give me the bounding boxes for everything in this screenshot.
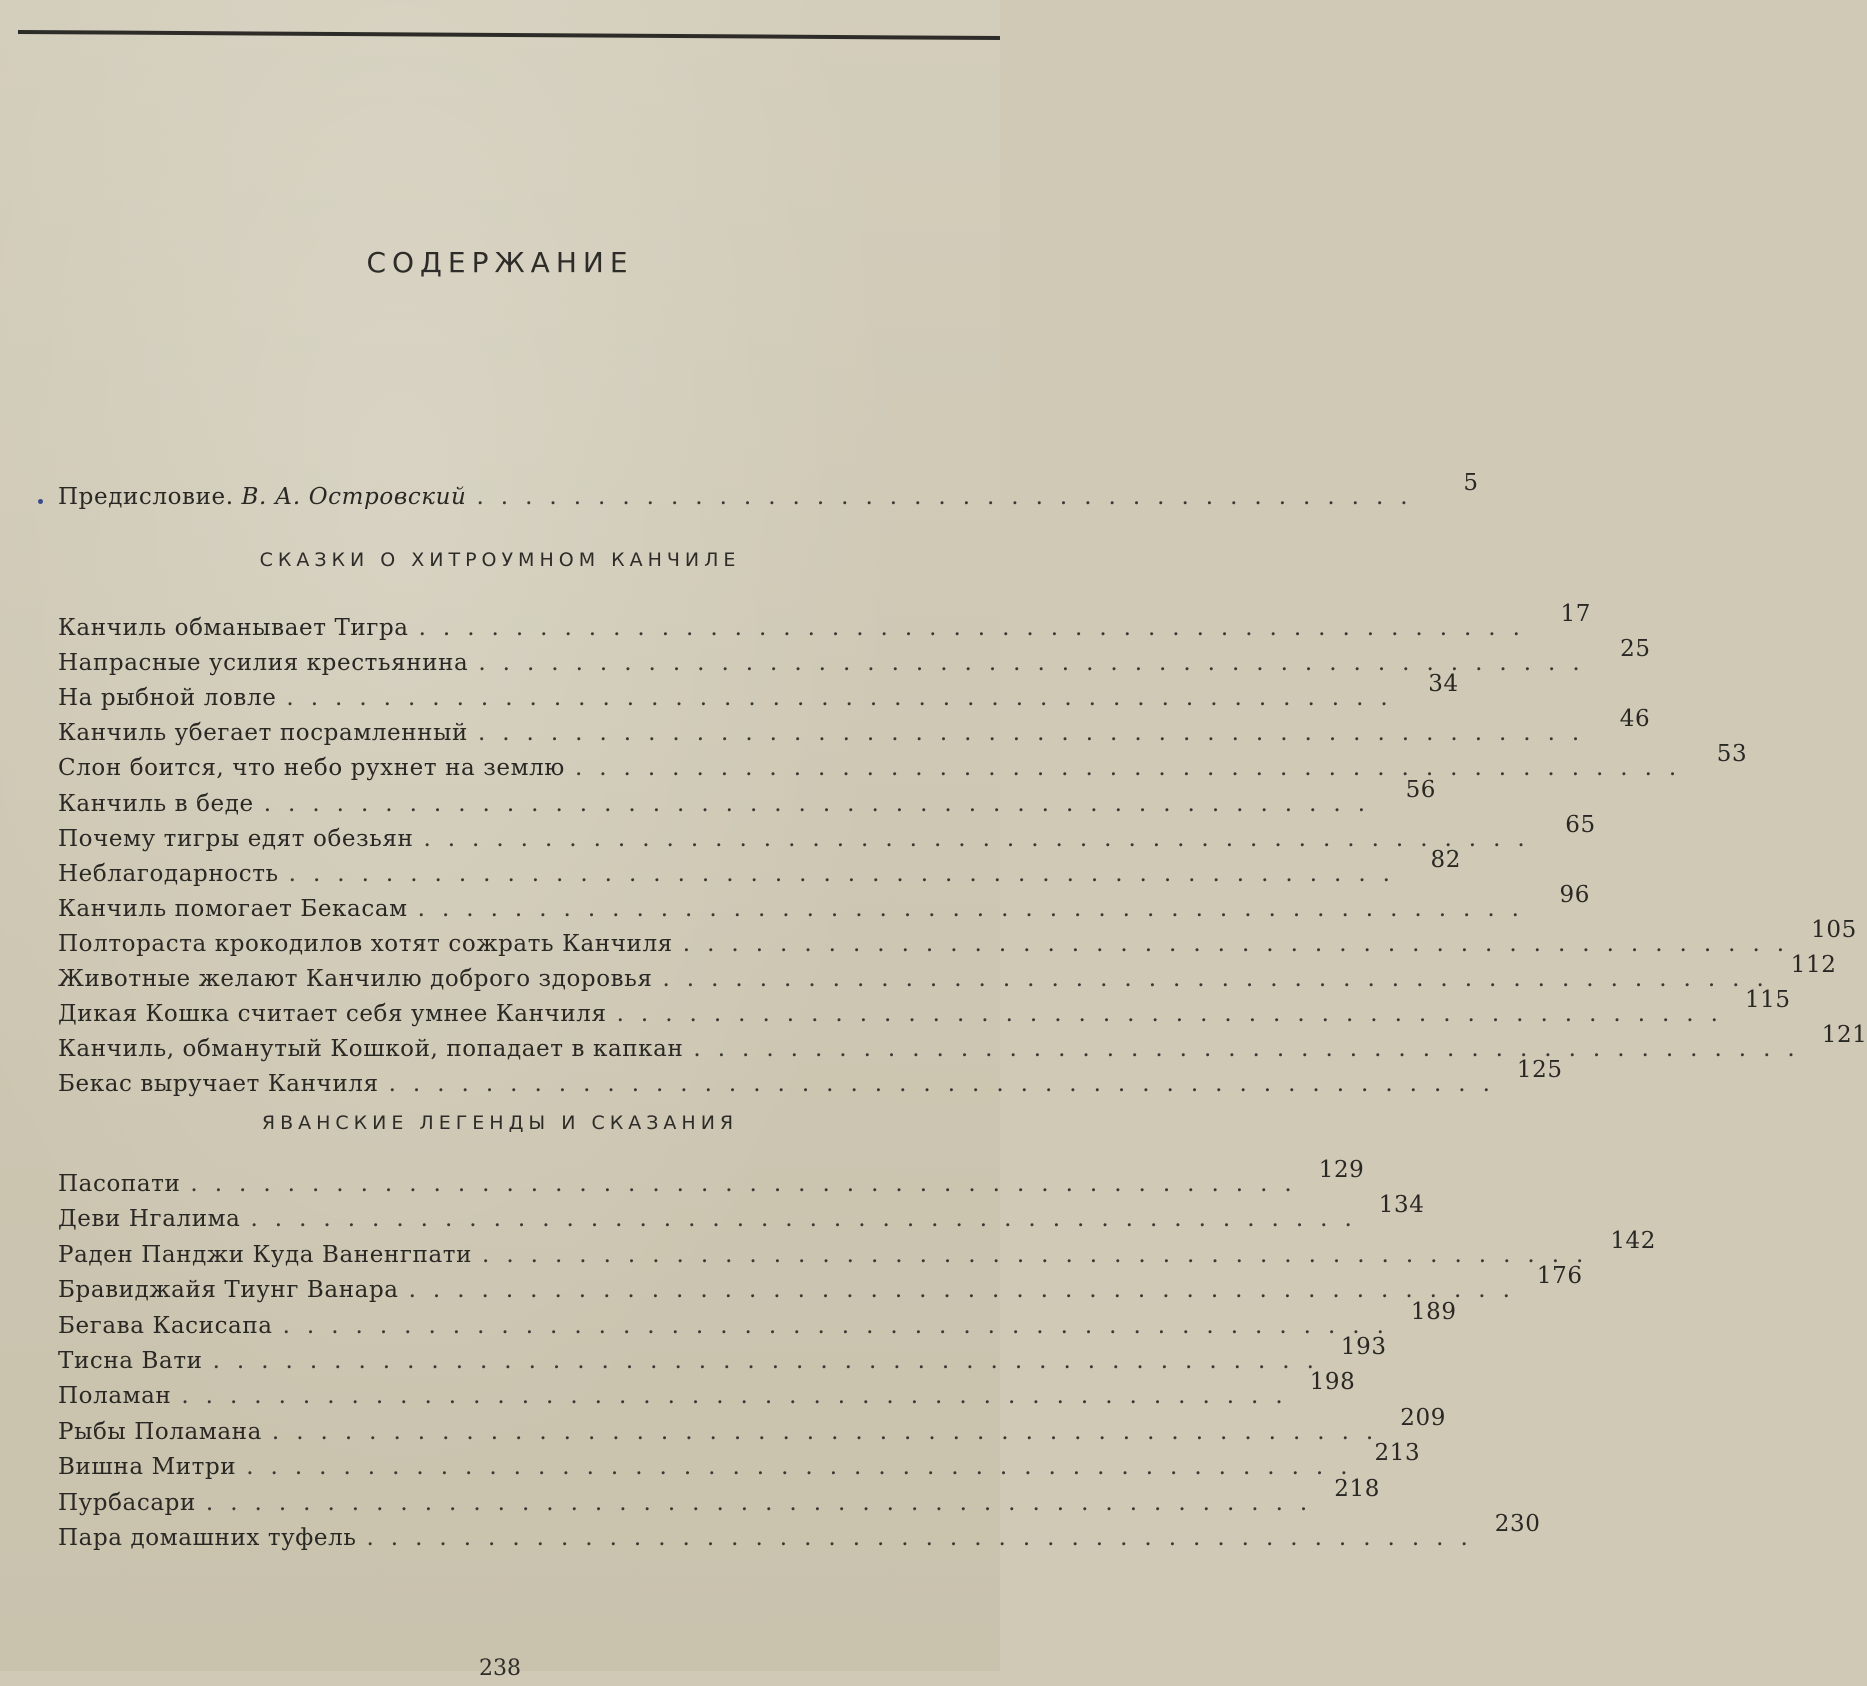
leader-dots: .............................................. xyxy=(693,1036,1812,1063)
toc-entry-title: Канчиль помогает Бекасам xyxy=(58,895,408,922)
leader-dots: .............................................. xyxy=(478,650,1597,677)
toc-entry-page: 121 xyxy=(1821,1022,1867,1049)
toc-entry-page: 129 xyxy=(1318,1157,1365,1183)
leader-dots: .............................................. xyxy=(288,860,1407,887)
toc-entry xyxy=(58,1511,1541,1553)
toc-entry-title: Слон боится, что небо рухнет на землю xyxy=(58,755,565,782)
ink-mark xyxy=(38,499,43,504)
leader-dots: .............................................. xyxy=(286,685,1405,712)
toc-entry-title: Дикая Кошка считает себя умнее Канчиля xyxy=(58,1001,607,1028)
toc-entry-title: Тисна Вати xyxy=(58,1348,203,1374)
leader-dots: .............................................. xyxy=(205,1489,1325,1516)
toc-entry-page: 115 xyxy=(1744,987,1791,1014)
toc-entry xyxy=(58,1022,1867,1064)
toc-entry-title: Поламан xyxy=(58,1383,172,1410)
toc-entry xyxy=(58,601,1591,643)
toc-entry xyxy=(58,1334,1387,1376)
toc-entry-page: 125 xyxy=(1516,1057,1563,1084)
toc-entry-title: Раден Панджи Куда Ваненгпати xyxy=(58,1241,473,1268)
toc-entry-title: Бегава Касисапа xyxy=(58,1312,273,1339)
preface-author: В. А. Островский xyxy=(241,484,467,510)
leader-dots: .............................................. xyxy=(417,895,1536,922)
toc-entry xyxy=(58,987,1791,1029)
toc-entry-page: 142 xyxy=(1610,1227,1657,1254)
toc-entry-title: Пурбасари xyxy=(58,1489,196,1516)
leader-dots: .............................................. xyxy=(212,1348,1331,1374)
toc-entry-title: Вишна Митри xyxy=(58,1454,237,1481)
toc-entry-title: Канчиль, обманутый Кошкой, попадает в капкан xyxy=(58,1036,684,1063)
toc-entry xyxy=(58,671,1459,713)
toc-entry xyxy=(58,811,1596,854)
toc-entry-title: Почему тигры едят обезьян xyxy=(58,825,414,852)
top-rule xyxy=(18,30,1000,40)
leader-dots: .............................................. xyxy=(388,1071,1507,1098)
toc-entry-page: 218 xyxy=(1334,1475,1380,1502)
toc-entry-page: 134 xyxy=(1378,1192,1425,1219)
preface-label: Предисловие. xyxy=(58,484,234,510)
toc-entry xyxy=(58,916,1857,959)
toc-entry-page: 25 xyxy=(1620,636,1651,663)
toc-entry-page: 96 xyxy=(1559,881,1590,908)
toc-entry-title: Пара домашних туфель xyxy=(58,1525,357,1551)
toc-entry xyxy=(58,1057,1563,1099)
toc-entry-page: 34 xyxy=(1428,671,1459,698)
leader-dots: .............................................. xyxy=(366,1525,1485,1551)
leader-dots: .............................................. xyxy=(271,1418,1391,1445)
toc-entry xyxy=(58,846,1461,889)
leader-dots: .............................................. xyxy=(574,755,1694,782)
toc-entry-title: Рыбы Поламана xyxy=(58,1418,262,1445)
toc-entry-title: Пасопати xyxy=(58,1171,181,1197)
toc-entry-title: Напрасные усилия крестьянина xyxy=(58,650,469,677)
toc-entry-page: 176 xyxy=(1536,1263,1583,1290)
leader-dots: .............................................. xyxy=(263,790,1383,817)
toc-entry xyxy=(58,1475,1380,1518)
toc-entry-title: Канчиль обманывает Тигра xyxy=(58,615,409,641)
toc-entry-title: Животные желают Канчилю доброго здоровья xyxy=(58,966,653,992)
toc-entry-page: 17 xyxy=(1560,601,1591,627)
toc-entry xyxy=(58,1227,1657,1270)
toc-entry-page: 82 xyxy=(1430,846,1461,873)
toc-entry xyxy=(58,1298,1457,1341)
leader-dots: .............................................. xyxy=(408,1277,1527,1304)
toc-entry xyxy=(58,881,1590,924)
leader-dots: .............................................. xyxy=(418,615,1537,641)
leader-dots: .............................................. xyxy=(477,720,1597,747)
toc-entry-page: 46 xyxy=(1619,706,1651,733)
toc-entry-page: 56 xyxy=(1405,776,1437,803)
leader-dots: .............................................. xyxy=(282,1312,1401,1339)
toc-entry xyxy=(58,1440,1421,1482)
toc-entry-title: Деви Нгалима xyxy=(58,1206,241,1233)
toc-entry-page: 230 xyxy=(1494,1511,1541,1537)
toc-entry xyxy=(58,1263,1583,1305)
leader-dots: .............................................. xyxy=(482,1241,1601,1268)
leader-dots: .............................................. xyxy=(682,930,1802,957)
toc-entry-title: Канчиль в беде xyxy=(58,790,254,817)
toc-entry-title: Канчиль убегает посрамленный xyxy=(58,720,468,747)
toc-entry xyxy=(58,636,1651,678)
toc-entry-page: 105 xyxy=(1811,916,1857,943)
leader-dots: ....................................... xyxy=(476,484,1425,510)
toc-entry-title: Бравиджайя Тиунг Ванара xyxy=(58,1277,399,1304)
toc-entry xyxy=(58,741,1748,783)
section-heading: СКАЗКИ О ХИТРОУМНОМ КАНЧИЛЕ xyxy=(259,549,741,571)
toc-entry-title: Неблагодарность xyxy=(58,860,279,887)
toc-entry xyxy=(58,1157,1365,1199)
leader-dots: .............................................. xyxy=(616,1001,1735,1028)
leader-dots: .............................................. xyxy=(423,825,1542,852)
leader-dots: .............................................. xyxy=(246,1454,1365,1481)
toc-entry xyxy=(58,952,1837,994)
toc-entry xyxy=(58,776,1437,819)
toc-entry-page: 112 xyxy=(1790,952,1837,978)
leader-dots: .............................................. xyxy=(250,1206,1369,1233)
toc-entry-page: 193 xyxy=(1340,1334,1387,1360)
toc-entry xyxy=(58,1404,1446,1447)
toc-entry-page: 53 xyxy=(1716,741,1748,768)
toc-entry xyxy=(58,1369,1356,1411)
toc-entry-title: На рыбной ловле xyxy=(58,685,277,712)
page-number: 238 xyxy=(479,1656,521,1681)
toc-entry-page: 213 xyxy=(1374,1440,1421,1467)
leader-dots: .............................................. xyxy=(662,966,1781,992)
preface-label-group xyxy=(58,482,466,512)
toc-entry xyxy=(58,706,1651,748)
toc-entry-preface xyxy=(58,470,1479,512)
toc-entry-page: 198 xyxy=(1309,1369,1356,1396)
section-heading: ЯВАНСКИЕ ЛЕГЕНДЫ И СКАЗАНИЯ xyxy=(261,1112,739,1134)
page-title: СОДЕРЖАНИЕ xyxy=(366,246,634,279)
toc-entry-page: 209 xyxy=(1400,1404,1446,1431)
toc-entry-title: Бекас выручает Канчиля xyxy=(58,1071,379,1098)
toc-entry-page: 65 xyxy=(1565,811,1596,838)
preface-page: 5 xyxy=(1463,470,1479,496)
leader-dots: .............................................. xyxy=(190,1171,1309,1197)
toc-entry xyxy=(58,1192,1425,1234)
toc-entry-title: Полтораста крокодилов хотят сожрать Канчиля xyxy=(58,930,673,957)
toc-entry-page: 189 xyxy=(1410,1298,1457,1325)
leader-dots: .............................................. xyxy=(181,1383,1300,1410)
